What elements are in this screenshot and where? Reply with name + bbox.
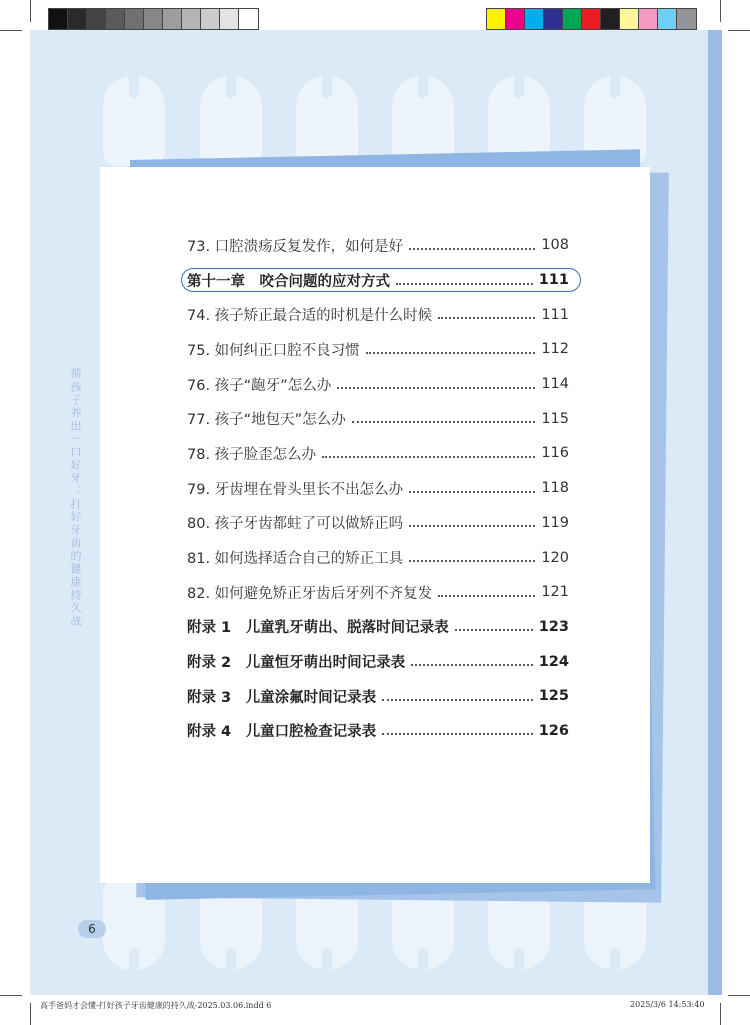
tooth-decoration [296,76,358,166]
toc-dot-leader [409,490,535,493]
toc-page-number: 125 [538,688,569,705]
toc-row[interactable] [187,436,569,471]
toc-dot-leader [409,559,535,562]
toc-page-number: 112 [541,341,569,358]
toc-row[interactable] [187,297,569,332]
color-swatch [582,9,601,29]
toc-dot-leader [411,663,533,666]
tooth-decoration [200,76,262,166]
toc-entry-title: 附录 4 儿童口腔检查记录表 [187,724,377,741]
color-swatch [677,9,696,29]
toc-row[interactable] [187,471,569,506]
toc-dot-leader [382,698,533,701]
toc-dot-leader [396,282,533,285]
crop-mark [728,995,750,996]
toc-row[interactable] [187,367,569,402]
toc-entry-title: 76. 孩子“龅牙”怎么办 [187,377,332,394]
toc-page-number: 114 [541,376,569,393]
color-swatch [544,9,563,29]
gray-swatch [182,9,201,29]
gray-swatch [163,9,182,29]
page-spine-stripe [708,30,722,995]
gray-swatch [87,9,106,29]
toc-entry-title: 77. 孩子“地包天”怎么办 [187,412,346,429]
tooth-decoration [103,76,165,166]
toc-dot-leader [409,247,535,250]
color-swatch [506,9,525,29]
gray-swatch [144,9,163,29]
color-registration-bar [486,8,697,30]
color-swatch [658,9,677,29]
toc-dot-leader [382,732,533,735]
crop-mark [0,30,22,31]
toc-dot-leader [352,420,536,423]
toc-row[interactable] [187,540,569,575]
print-footer-timestamp: 2025/3/6 14:53:40 [630,1000,705,1009]
toc-row[interactable] [187,401,569,436]
toc-chapter-row[interactable] [187,263,569,298]
toc-page-number: 111 [541,306,569,323]
toc-dot-leader [455,628,533,631]
color-swatch [639,9,658,29]
toc-entry-title: 73. 口腔溃疡反复发作，如何是好 [187,238,404,255]
toc-dot-leader [409,524,535,527]
gray-swatch [106,9,125,29]
print-footer-filename: 高手爸妈才会懂-打好孩子牙齿健康的持久战-2025.03.06.indd 6 [40,1001,272,1010]
color-swatch [487,9,506,29]
gray-swatch [125,9,144,29]
toc-row[interactable] [187,575,569,610]
toc-row[interactable] [187,644,569,679]
toc-dot-leader [337,386,535,389]
toc-page-number: 108 [541,237,569,254]
toc-page-number: 119 [541,514,569,531]
toc-row[interactable] [187,506,569,541]
toc-page-number: 124 [538,653,569,670]
crop-mark [720,1003,721,1025]
crop-mark [30,1003,31,1025]
toc-entry-title: 附录 2 儿童恒牙萌出时间记录表 [187,655,406,672]
toc-dot-leader [322,455,535,458]
toc-page-number: 115 [541,410,569,427]
toc-entry-title: 75. 如何纠正口腔不良习惯 [187,342,360,359]
color-swatch [525,9,544,29]
toc-dot-leader [438,594,535,597]
toc-dot-leader [366,351,536,354]
toc-entry-title: 80. 孩子牙齿都蛀了可以做矫正吗 [187,516,404,533]
toc-page-number: 126 [538,722,569,739]
toc-row[interactable] [187,332,569,367]
crop-mark [30,0,31,22]
table-of-contents [187,228,569,748]
toc-entry-title: 79. 牙齿埋在骨头里长不出怎么办 [187,481,404,498]
page-number: 6 [78,920,106,938]
toc-entry-title: 78. 孩子脸歪怎么办 [187,446,317,463]
toc-entry-title: 第十一章 咬合问题的应对方式 [187,273,390,290]
toc-entry-title: 附录 3 儿童涂氟时间记录表 [187,689,377,706]
gray-swatch [68,9,87,29]
toc-page-number: 118 [541,480,569,497]
toc-entry-title: 81. 如何选择适合自己的矫正工具 [187,551,404,568]
toc-entry-title: 82. 如何避免矫正牙齿后牙列不齐复发 [187,585,433,602]
color-swatch [563,9,582,29]
toc-page-number: 121 [541,584,569,601]
color-swatch [620,9,639,29]
crop-mark [728,30,750,31]
toc-row[interactable] [187,714,569,749]
gray-swatch [49,9,68,29]
toc-dot-leader [438,316,535,319]
toc-page-number: 111 [538,272,569,289]
toc-entry-title: 74. 孩子矫正最合适的时机是什么时候 [187,308,433,325]
toc-page-number: 116 [541,445,569,462]
toc-row[interactable] [187,228,569,263]
crop-mark [0,995,22,996]
toc-row[interactable] [187,610,569,645]
gray-swatch [239,9,258,29]
color-swatch [601,9,620,29]
gray-swatch [201,9,220,29]
toc-entry-title: 附录 1 儿童乳牙萌出、脱落时间记录表 [187,620,449,637]
gray-swatch [220,9,239,29]
toc-page-number: 123 [538,618,569,635]
crop-mark [720,0,721,22]
side-book-title: 帮孩子养出一口好牙：打好牙齿的健康持久战 [69,368,82,628]
toc-page-number: 120 [541,549,569,566]
toc-row[interactable] [187,679,569,714]
grayscale-registration-bar [48,8,259,30]
